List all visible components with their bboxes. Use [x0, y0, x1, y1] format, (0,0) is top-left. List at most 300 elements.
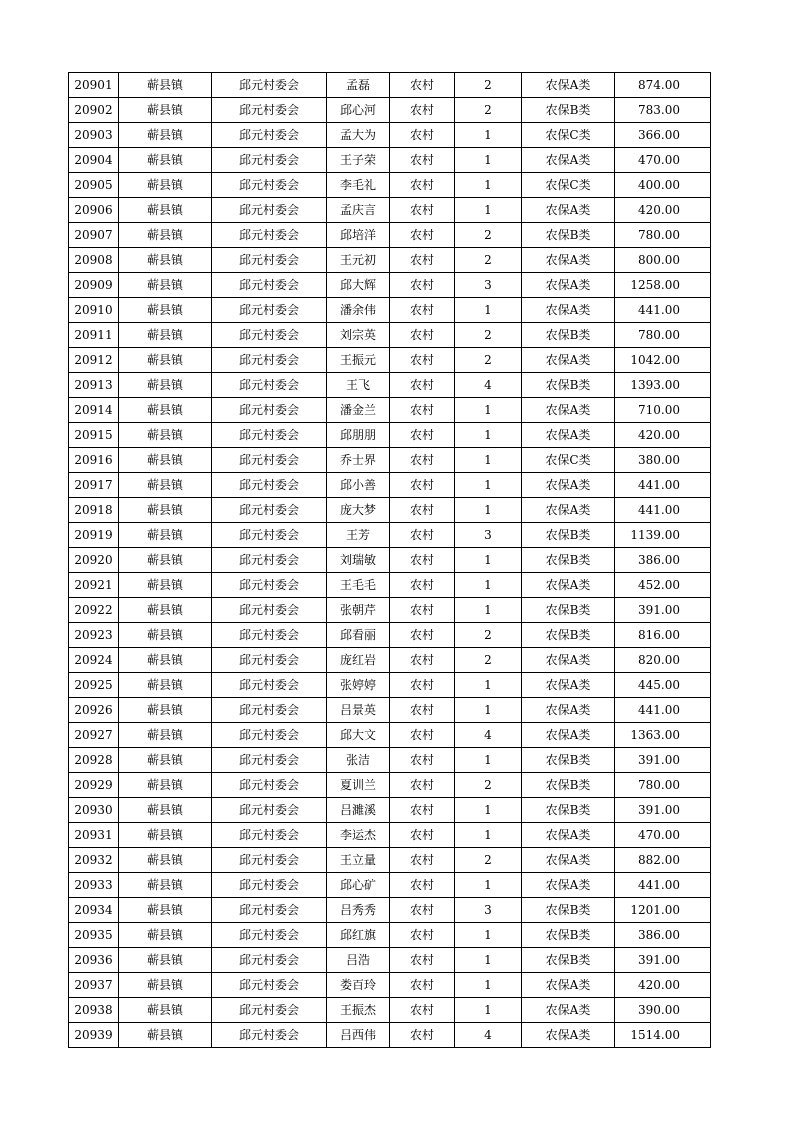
table-row	[69, 548, 711, 573]
cell-household-count: 1	[455, 973, 522, 998]
cell-town: 蕲县镇	[119, 98, 212, 123]
cell-person-name: 孟庆言	[327, 198, 390, 223]
cell-village-committee: 邱元村委会	[212, 1023, 327, 1048]
cell-amount: 1201.00	[615, 898, 711, 923]
cell-person-name: 孟磊	[327, 73, 390, 98]
cell-area-type: 农村	[390, 998, 455, 1023]
cell-village-committee: 邱元村委会	[212, 348, 327, 373]
table-row	[69, 498, 711, 523]
table-row	[69, 723, 711, 748]
cell-town: 蕲县镇	[119, 373, 212, 398]
cell-village-committee: 邱元村委会	[212, 448, 327, 473]
cell-town: 蕲县镇	[119, 248, 212, 273]
cell-amount: 441.00	[615, 498, 711, 523]
table-row	[69, 848, 711, 873]
cell-town: 蕲县镇	[119, 773, 212, 798]
cell-household-count: 1	[455, 673, 522, 698]
table-row	[69, 298, 711, 323]
cell-person-name: 王振杰	[327, 998, 390, 1023]
cell-amount: 1363.00	[615, 723, 711, 748]
cell-area-type: 农村	[390, 573, 455, 598]
cell-amount: 441.00	[615, 873, 711, 898]
cell-area-type: 农村	[390, 723, 455, 748]
cell-insurance-category: 农保A类	[522, 1023, 615, 1048]
cell-household-count: 2	[455, 623, 522, 648]
cell-record-id: 20921	[69, 573, 119, 598]
cell-household-count: 4	[455, 723, 522, 748]
cell-person-name: 吕西伟	[327, 1023, 390, 1048]
cell-person-name: 庞大梦	[327, 498, 390, 523]
table-row	[69, 573, 711, 598]
cell-amount: 445.00	[615, 673, 711, 698]
cell-village-committee: 邱元村委会	[212, 498, 327, 523]
cell-amount: 420.00	[615, 423, 711, 448]
cell-insurance-category: 农保B类	[522, 623, 615, 648]
table-row	[69, 273, 711, 298]
cell-household-count: 3	[455, 273, 522, 298]
cell-person-name: 王飞	[327, 373, 390, 398]
cell-village-committee: 邱元村委会	[212, 248, 327, 273]
cell-area-type: 农村	[390, 773, 455, 798]
cell-village-committee: 邱元村委会	[212, 323, 327, 348]
cell-village-committee: 邱元村委会	[212, 473, 327, 498]
cell-town: 蕲县镇	[119, 73, 212, 98]
cell-town: 蕲县镇	[119, 898, 212, 923]
cell-area-type: 农村	[390, 498, 455, 523]
cell-village-committee: 邱元村委会	[212, 373, 327, 398]
cell-record-id: 20915	[69, 423, 119, 448]
cell-insurance-category: 农保B类	[522, 223, 615, 248]
table-row	[69, 923, 711, 948]
cell-insurance-category: 农保B类	[522, 923, 615, 948]
cell-village-committee: 邱元村委会	[212, 998, 327, 1023]
cell-town: 蕲县镇	[119, 573, 212, 598]
cell-area-type: 农村	[390, 98, 455, 123]
cell-insurance-category: 农保A类	[522, 573, 615, 598]
cell-record-id: 20936	[69, 948, 119, 973]
cell-village-committee: 邱元村委会	[212, 73, 327, 98]
cell-person-name: 刘瑞敏	[327, 548, 390, 573]
cell-record-id: 20937	[69, 973, 119, 998]
cell-household-count: 3	[455, 898, 522, 923]
cell-insurance-category: 农保B类	[522, 798, 615, 823]
cell-household-count: 2	[455, 323, 522, 348]
cell-amount: 391.00	[615, 798, 711, 823]
table-row	[69, 873, 711, 898]
cell-insurance-category: 农保A类	[522, 873, 615, 898]
cell-household-count: 1	[455, 948, 522, 973]
cell-area-type: 农村	[390, 123, 455, 148]
cell-town: 蕲县镇	[119, 523, 212, 548]
cell-town: 蕲县镇	[119, 848, 212, 873]
cell-area-type: 农村	[390, 373, 455, 398]
cell-person-name: 潘余伟	[327, 298, 390, 323]
cell-town: 蕲县镇	[119, 448, 212, 473]
cell-household-count: 1	[455, 173, 522, 198]
cell-amount: 780.00	[615, 323, 711, 348]
cell-record-id: 20928	[69, 748, 119, 773]
cell-area-type: 农村	[390, 398, 455, 423]
cell-amount: 386.00	[615, 548, 711, 573]
cell-amount: 816.00	[615, 623, 711, 648]
cell-person-name: 庞红岩	[327, 648, 390, 673]
cell-household-count: 1	[455, 573, 522, 598]
records-table-body	[69, 73, 711, 1048]
cell-person-name: 吕浩	[327, 948, 390, 973]
cell-insurance-category: 农保A类	[522, 348, 615, 373]
cell-town: 蕲县镇	[119, 348, 212, 373]
cell-insurance-category: 农保B类	[522, 748, 615, 773]
cell-person-name: 邱朋朋	[327, 423, 390, 448]
cell-town: 蕲县镇	[119, 498, 212, 523]
cell-area-type: 农村	[390, 623, 455, 648]
cell-village-committee: 邱元村委会	[212, 773, 327, 798]
cell-area-type: 农村	[390, 523, 455, 548]
cell-area-type: 农村	[390, 348, 455, 373]
table-row	[69, 998, 711, 1023]
table-row	[69, 823, 711, 848]
table-row	[69, 223, 711, 248]
table-row	[69, 348, 711, 373]
cell-insurance-category: 农保B类	[522, 323, 615, 348]
cell-town: 蕲县镇	[119, 948, 212, 973]
cell-household-count: 1	[455, 423, 522, 448]
records-table	[68, 72, 711, 1048]
cell-town: 蕲县镇	[119, 623, 212, 648]
cell-household-count: 1	[455, 473, 522, 498]
cell-area-type: 农村	[390, 548, 455, 573]
cell-household-count: 1	[455, 298, 522, 323]
cell-household-count: 4	[455, 373, 522, 398]
cell-amount: 391.00	[615, 598, 711, 623]
cell-town: 蕲县镇	[119, 973, 212, 998]
cell-record-id: 20903	[69, 123, 119, 148]
cell-record-id: 20917	[69, 473, 119, 498]
table-row	[69, 148, 711, 173]
cell-insurance-category: 农保A类	[522, 398, 615, 423]
cell-household-count: 2	[455, 648, 522, 673]
cell-household-count: 1	[455, 798, 522, 823]
cell-person-name: 王毛毛	[327, 573, 390, 598]
cell-area-type: 农村	[390, 748, 455, 773]
cell-area-type: 农村	[390, 298, 455, 323]
cell-household-count: 1	[455, 923, 522, 948]
cell-person-name: 王子荣	[327, 148, 390, 173]
table-row	[69, 423, 711, 448]
cell-village-committee: 邱元村委会	[212, 898, 327, 923]
cell-village-committee: 邱元村委会	[212, 173, 327, 198]
cell-record-id: 20905	[69, 173, 119, 198]
table-row	[69, 948, 711, 973]
cell-insurance-category: 农保A类	[522, 73, 615, 98]
cell-town: 蕲县镇	[119, 873, 212, 898]
table-row	[69, 773, 711, 798]
cell-area-type: 农村	[390, 923, 455, 948]
cell-village-committee: 邱元村委会	[212, 698, 327, 723]
cell-person-name: 邱培洋	[327, 223, 390, 248]
table-row	[69, 648, 711, 673]
cell-person-name: 吕濉溪	[327, 798, 390, 823]
cell-record-id: 20930	[69, 798, 119, 823]
cell-amount: 452.00	[615, 573, 711, 598]
table-row	[69, 673, 711, 698]
cell-area-type: 农村	[390, 173, 455, 198]
cell-insurance-category: 农保C类	[522, 123, 615, 148]
table-row	[69, 748, 711, 773]
cell-household-count: 2	[455, 73, 522, 98]
cell-amount: 780.00	[615, 773, 711, 798]
cell-amount: 780.00	[615, 223, 711, 248]
cell-amount: 441.00	[615, 698, 711, 723]
cell-area-type: 农村	[390, 873, 455, 898]
cell-household-count: 2	[455, 348, 522, 373]
cell-area-type: 农村	[390, 648, 455, 673]
cell-town: 蕲县镇	[119, 673, 212, 698]
cell-amount: 874.00	[615, 73, 711, 98]
cell-record-id: 20906	[69, 198, 119, 223]
cell-area-type: 农村	[390, 423, 455, 448]
table-row	[69, 123, 711, 148]
cell-amount: 1042.00	[615, 348, 711, 373]
cell-household-count: 1	[455, 698, 522, 723]
cell-record-id: 20925	[69, 673, 119, 698]
cell-person-name: 张洁	[327, 748, 390, 773]
cell-record-id: 20938	[69, 998, 119, 1023]
cell-village-committee: 邱元村委会	[212, 98, 327, 123]
table-row	[69, 598, 711, 623]
cell-amount: 820.00	[615, 648, 711, 673]
cell-person-name: 邱大文	[327, 723, 390, 748]
table-row	[69, 248, 711, 273]
cell-area-type: 农村	[390, 223, 455, 248]
cell-amount: 441.00	[615, 473, 711, 498]
cell-person-name: 张婷婷	[327, 673, 390, 698]
cell-insurance-category: 农保A类	[522, 198, 615, 223]
cell-record-id: 20927	[69, 723, 119, 748]
cell-area-type: 农村	[390, 798, 455, 823]
cell-amount: 470.00	[615, 823, 711, 848]
cell-household-count: 2	[455, 248, 522, 273]
cell-household-count: 1	[455, 398, 522, 423]
cell-area-type: 农村	[390, 273, 455, 298]
cell-amount: 386.00	[615, 923, 711, 948]
cell-household-count: 1	[455, 873, 522, 898]
cell-amount: 400.00	[615, 173, 711, 198]
cell-amount: 470.00	[615, 148, 711, 173]
cell-area-type: 农村	[390, 248, 455, 273]
cell-town: 蕲县镇	[119, 173, 212, 198]
cell-household-count: 1	[455, 748, 522, 773]
cell-insurance-category: 农保A类	[522, 848, 615, 873]
cell-town: 蕲县镇	[119, 823, 212, 848]
cell-insurance-category: 农保B类	[522, 98, 615, 123]
cell-household-count: 1	[455, 148, 522, 173]
cell-insurance-category: 农保A类	[522, 998, 615, 1023]
cell-town: 蕲县镇	[119, 998, 212, 1023]
table-row	[69, 698, 711, 723]
cell-person-name: 张朝芹	[327, 598, 390, 623]
cell-amount: 366.00	[615, 123, 711, 148]
cell-town: 蕲县镇	[119, 223, 212, 248]
cell-town: 蕲县镇	[119, 323, 212, 348]
cell-amount: 391.00	[615, 748, 711, 773]
cell-area-type: 农村	[390, 598, 455, 623]
cell-insurance-category: 农保A类	[522, 473, 615, 498]
cell-village-committee: 邱元村委会	[212, 198, 327, 223]
cell-town: 蕲县镇	[119, 698, 212, 723]
cell-village-committee: 邱元村委会	[212, 623, 327, 648]
cell-person-name: 李毛礼	[327, 173, 390, 198]
cell-amount: 882.00	[615, 848, 711, 873]
table-row	[69, 1023, 711, 1048]
cell-person-name: 乔士界	[327, 448, 390, 473]
cell-amount: 800.00	[615, 248, 711, 273]
cell-household-count: 1	[455, 448, 522, 473]
cell-amount: 420.00	[615, 198, 711, 223]
cell-town: 蕲县镇	[119, 198, 212, 223]
cell-village-committee: 邱元村委会	[212, 873, 327, 898]
cell-record-id: 20901	[69, 73, 119, 98]
cell-record-id: 20929	[69, 773, 119, 798]
cell-household-count: 1	[455, 823, 522, 848]
cell-town: 蕲县镇	[119, 548, 212, 573]
cell-area-type: 农村	[390, 1023, 455, 1048]
cell-insurance-category: 农保B类	[522, 773, 615, 798]
cell-village-committee: 邱元村委会	[212, 848, 327, 873]
cell-person-name: 邱心河	[327, 98, 390, 123]
cell-area-type: 农村	[390, 673, 455, 698]
cell-household-count: 1	[455, 598, 522, 623]
cell-household-count: 2	[455, 223, 522, 248]
cell-insurance-category: 农保A类	[522, 248, 615, 273]
table-row	[69, 448, 711, 473]
cell-insurance-category: 农保C类	[522, 173, 615, 198]
cell-amount: 1258.00	[615, 273, 711, 298]
cell-record-id: 20913	[69, 373, 119, 398]
cell-record-id: 20918	[69, 498, 119, 523]
cell-record-id: 20920	[69, 548, 119, 573]
cell-person-name: 李运杰	[327, 823, 390, 848]
cell-household-count: 4	[455, 1023, 522, 1048]
table-row	[69, 323, 711, 348]
table-row	[69, 98, 711, 123]
cell-household-count: 2	[455, 98, 522, 123]
cell-record-id: 20939	[69, 1023, 119, 1048]
cell-amount: 1514.00	[615, 1023, 711, 1048]
cell-village-committee: 邱元村委会	[212, 598, 327, 623]
cell-person-name: 夏训兰	[327, 773, 390, 798]
cell-village-committee: 邱元村委会	[212, 748, 327, 773]
table-row	[69, 398, 711, 423]
cell-person-name: 邱红旗	[327, 923, 390, 948]
cell-town: 蕲县镇	[119, 648, 212, 673]
cell-record-id: 20933	[69, 873, 119, 898]
cell-town: 蕲县镇	[119, 273, 212, 298]
cell-insurance-category: 农保A类	[522, 723, 615, 748]
cell-village-committee: 邱元村委会	[212, 648, 327, 673]
cell-household-count: 2	[455, 773, 522, 798]
cell-person-name: 王元初	[327, 248, 390, 273]
cell-insurance-category: 农保A类	[522, 298, 615, 323]
cell-insurance-category: 农保C类	[522, 448, 615, 473]
cell-record-id: 20931	[69, 823, 119, 848]
cell-village-committee: 邱元村委会	[212, 823, 327, 848]
cell-insurance-category: 农保A类	[522, 273, 615, 298]
cell-person-name: 孟大为	[327, 123, 390, 148]
cell-insurance-category: 农保A类	[522, 498, 615, 523]
cell-insurance-category: 农保B类	[522, 598, 615, 623]
cell-area-type: 农村	[390, 148, 455, 173]
cell-person-name: 王立量	[327, 848, 390, 873]
cell-area-type: 农村	[390, 323, 455, 348]
cell-person-name: 潘金兰	[327, 398, 390, 423]
cell-town: 蕲县镇	[119, 473, 212, 498]
cell-record-id: 20926	[69, 698, 119, 723]
cell-record-id: 20912	[69, 348, 119, 373]
cell-town: 蕲县镇	[119, 748, 212, 773]
cell-insurance-category: 农保A类	[522, 823, 615, 848]
cell-village-committee: 邱元村委会	[212, 573, 327, 598]
cell-area-type: 农村	[390, 448, 455, 473]
cell-amount: 1139.00	[615, 523, 711, 548]
table-row	[69, 523, 711, 548]
cell-insurance-category: 农保B类	[522, 373, 615, 398]
cell-record-id: 20911	[69, 323, 119, 348]
cell-insurance-category: 农保A类	[522, 973, 615, 998]
cell-insurance-category: 农保A类	[522, 423, 615, 448]
cell-area-type: 农村	[390, 198, 455, 223]
cell-town: 蕲县镇	[119, 148, 212, 173]
cell-village-committee: 邱元村委会	[212, 123, 327, 148]
cell-record-id: 20922	[69, 598, 119, 623]
cell-person-name: 王振元	[327, 348, 390, 373]
cell-record-id: 20909	[69, 273, 119, 298]
cell-village-committee: 邱元村委会	[212, 798, 327, 823]
cell-record-id: 20904	[69, 148, 119, 173]
cell-village-committee: 邱元村委会	[212, 223, 327, 248]
table-row	[69, 798, 711, 823]
cell-record-id: 20916	[69, 448, 119, 473]
cell-amount: 441.00	[615, 298, 711, 323]
table-row	[69, 73, 711, 98]
cell-area-type: 农村	[390, 973, 455, 998]
cell-area-type: 农村	[390, 848, 455, 873]
cell-amount: 710.00	[615, 398, 711, 423]
cell-person-name: 吕景英	[327, 698, 390, 723]
cell-town: 蕲县镇	[119, 1023, 212, 1048]
cell-insurance-category: 农保A类	[522, 698, 615, 723]
cell-town: 蕲县镇	[119, 598, 212, 623]
cell-amount: 380.00	[615, 448, 711, 473]
cell-town: 蕲县镇	[119, 723, 212, 748]
cell-record-id: 20919	[69, 523, 119, 548]
cell-amount: 420.00	[615, 973, 711, 998]
cell-household-count: 3	[455, 523, 522, 548]
cell-record-id: 20924	[69, 648, 119, 673]
cell-record-id: 20932	[69, 848, 119, 873]
cell-amount: 391.00	[615, 948, 711, 973]
cell-person-name: 刘宗英	[327, 323, 390, 348]
cell-area-type: 农村	[390, 898, 455, 923]
cell-person-name: 邱心矿	[327, 873, 390, 898]
cell-town: 蕲县镇	[119, 398, 212, 423]
cell-village-committee: 邱元村委会	[212, 273, 327, 298]
cell-amount: 783.00	[615, 98, 711, 123]
cell-town: 蕲县镇	[119, 923, 212, 948]
table-row	[69, 198, 711, 223]
cell-town: 蕲县镇	[119, 123, 212, 148]
cell-person-name: 王芳	[327, 523, 390, 548]
